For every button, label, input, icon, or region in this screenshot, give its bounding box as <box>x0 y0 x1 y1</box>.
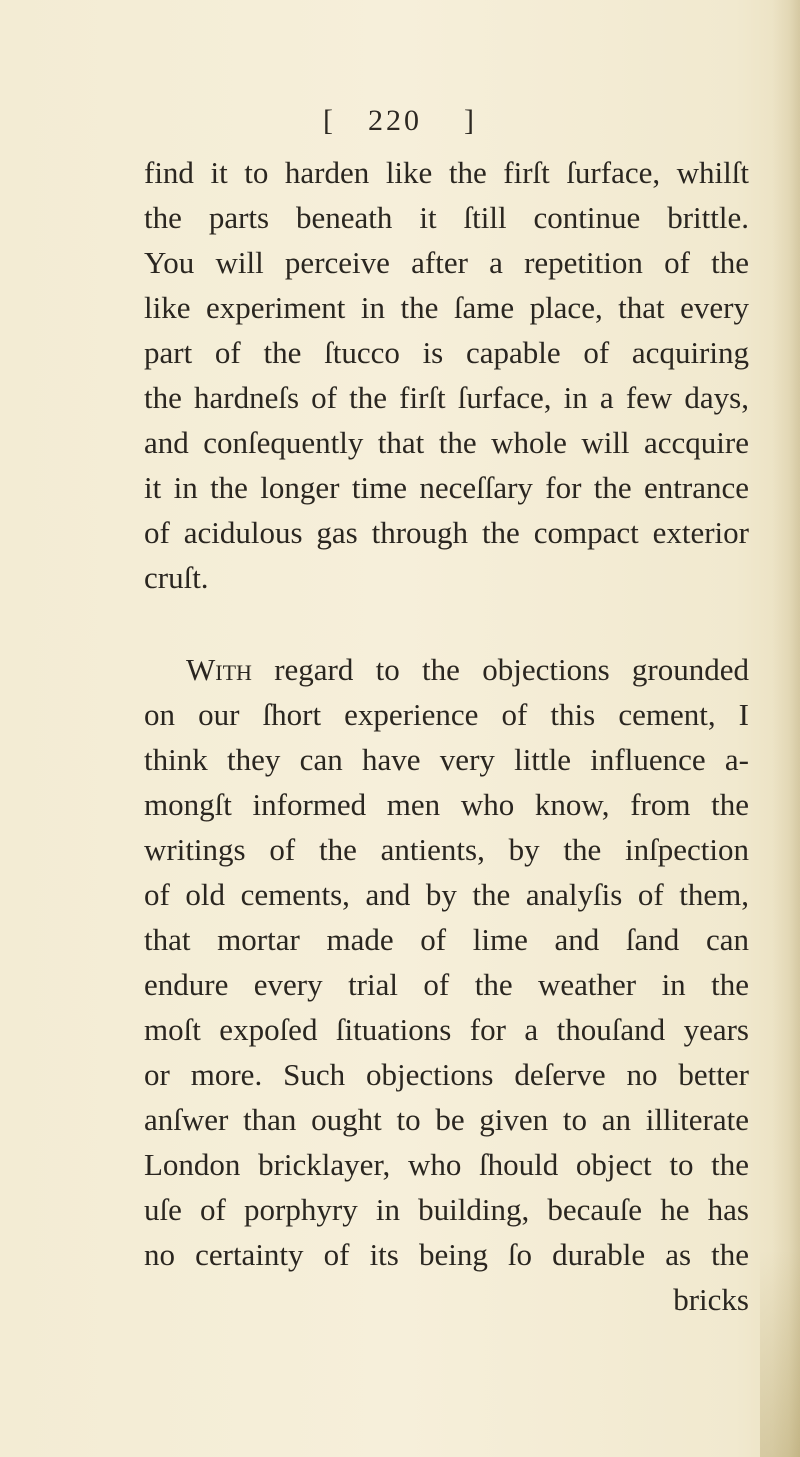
text-line: part of the ſtucco is capable of acquiring <box>144 335 749 370</box>
page-number-value: 220 <box>368 104 422 137</box>
paragraph-1 <box>144 150 749 600</box>
text-line: anſwer than ought to be given to an illiterate <box>144 1102 749 1137</box>
text-line: endure every trial of the weather in the <box>144 967 749 1002</box>
paragraph-2-first-line-rest: regard to the objections grounded <box>251 652 749 687</box>
text-line: the hardneſs of the firſt ſurface, in a few days, <box>144 380 749 415</box>
text-line: and conſequently that the whole will accquire <box>144 425 749 460</box>
text-line: mongſt informed men who know, from the <box>144 787 749 822</box>
paragraph-2-lead-word: With <box>186 652 252 687</box>
text-line: writings of the antients, by the inſpection <box>144 832 749 867</box>
page-edge-stain <box>772 0 800 1457</box>
text-line: of old cements, and by the analyſis of them, <box>144 877 749 912</box>
text-line: of acidulous gas through the compact exterior <box>144 515 749 550</box>
text-line: the parts beneath it ſtill continue brittle. <box>144 200 749 235</box>
text-line: it in the longer time neceſſary for the entrance <box>144 470 749 505</box>
text-line: moſt expoſed ſituations for a thouſand years <box>144 1012 749 1047</box>
text-line <box>144 647 749 692</box>
text-line: that mortar made of lime and ſand can <box>144 922 749 957</box>
text-line: uſe of porphyry in building, becauſe he has <box>144 1192 749 1227</box>
page-number <box>0 104 800 138</box>
paragraph-gap <box>144 600 749 647</box>
page-corner-stain <box>760 1250 800 1457</box>
page-number-close-bracket: ] <box>464 104 477 137</box>
text-line: or more. Such objections deſerve no better <box>144 1057 749 1092</box>
paragraph-2 <box>144 647 749 1322</box>
text-line: like experiment in the ſame place, that every <box>144 290 749 325</box>
text-line: no certainty of its being ſo durable as the <box>144 1237 749 1272</box>
text-line: think they can have very little influence a- <box>144 742 749 777</box>
text-line: London bricklayer, who ſhould object to the <box>144 1147 749 1182</box>
page-number-open-bracket: [ <box>323 104 336 137</box>
catchword: bricks <box>673 1282 749 1317</box>
body-text <box>144 150 749 1322</box>
text-line: on our ſhort experience of this cement, I <box>144 697 749 732</box>
text-line: find it to harden like the firſt ſurface, whilſt <box>144 155 749 190</box>
text-line: cruſt. <box>144 560 209 595</box>
text-line: You will perceive after a repetition of the <box>144 245 749 280</box>
